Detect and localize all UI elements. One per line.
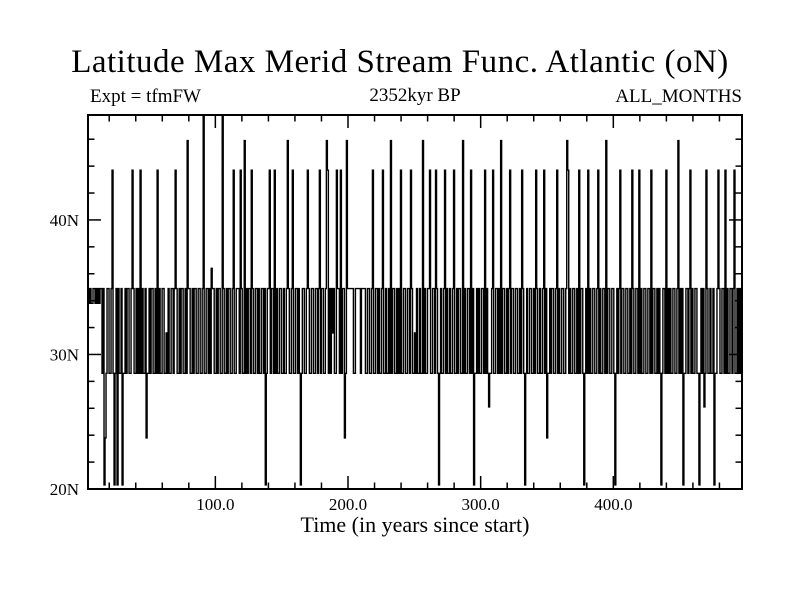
x-axis-tick-label: 300.0 xyxy=(461,495,500,514)
months-label: ALL_MONTHS xyxy=(615,86,742,107)
y-axis-tick-label: 30N xyxy=(49,345,79,365)
x-axis-title: Time (in years since start) xyxy=(300,512,530,537)
y-axis-tick-label: 20N xyxy=(49,479,79,499)
x-axis-tick-label: 100.0 xyxy=(196,495,235,514)
y-axis-tick-label: 40N xyxy=(49,210,79,230)
x-axis-tick-label: 400.0 xyxy=(594,495,633,514)
chart-title: Latitude Max Merid Stream Func. Atlantic (oN) xyxy=(71,44,729,80)
experiment-label: Expt = tfmFW xyxy=(90,86,201,107)
time-bp-label: 2352kyr BP xyxy=(369,85,461,106)
series-line xyxy=(88,116,742,485)
x-axis-tick-label: 200.0 xyxy=(328,495,368,514)
